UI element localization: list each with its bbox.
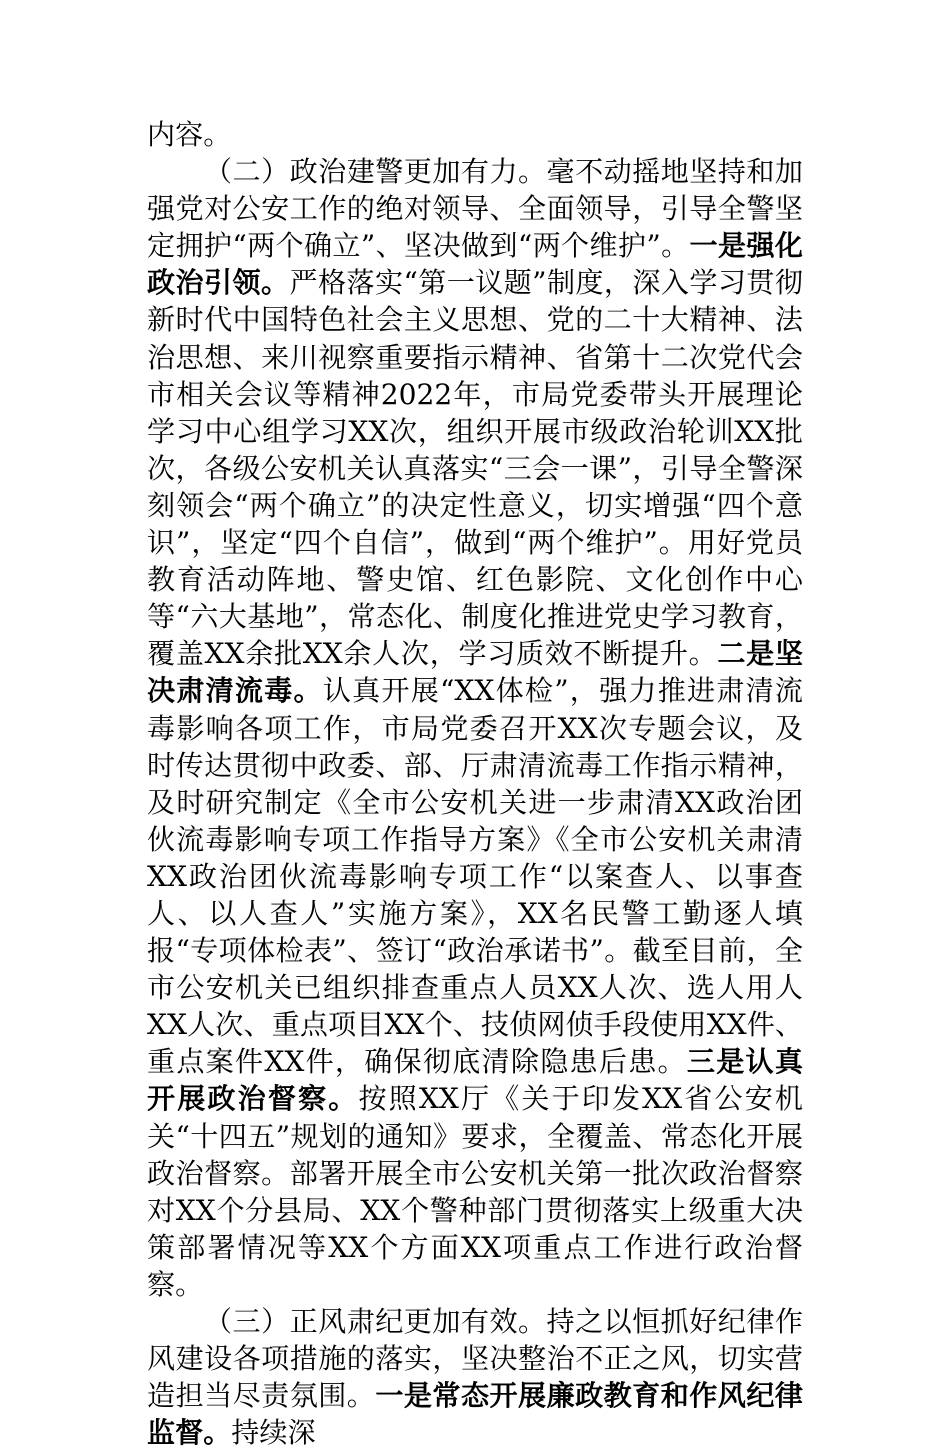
- paragraph-text: 持之以恒抓好纪律作风建设各项措施的落实，坚决整治不正之风，切实营造担当尽责氛围。: [147, 1305, 803, 1413]
- paragraph-2-political-police-building: [147, 153, 803, 1303]
- paragraph-text: 按照XX厅《关于印发XX省公安机关“十四五”规划的通知》要求，全覆盖、常态化开展政治督察。部署开展全市公安机关第一批次政治督察对XX个分县局、XX个警种部门贯彻落实上级重大决策部署情况等XX个方面XX项重点工作进行政治督察。: [147, 1082, 803, 1301]
- paragraph-text: 认真开展“XX体检”，强力推进肃清流毒影响各项工作，市局党委召开XX次专题会议，及时传达贯彻中政委、部、厅肃清流毒工作指示精神，及时研究制定《全市公安机关进一步肃清XX政治团伙流毒影响专项工作指导方案》《全市公安机关肃清XX政治团伙流毒影响专项工作“以案查人、以事查人、以人查人”实施方案》，XX名民警工勤逐人填报“专项体检表”、签订“政治承诺书”。截至目前，全市公安机关已组织排查重点人员XX人次、选人用人XX人次、重点项目XX个、技侦网侦手段使用XX件、重点案件XX件，确保彻底清除隐患后患。: [147, 674, 803, 1079]
- document-body: [147, 116, 803, 1451]
- bold-point-1: 一是常态开展廉政教育和作风纪律监督。: [147, 1379, 803, 1450]
- paragraph-3-discipline: [147, 1303, 803, 1451]
- bold-point-2: 二是坚决肃清流毒。: [147, 637, 803, 708]
- bold-point-3: 三是认真开展政治督察。: [147, 1045, 803, 1116]
- paragraph-text: 持续深: [231, 1416, 316, 1450]
- paragraph-1: [147, 116, 803, 153]
- paragraph-text: 严格落实“第一议题”制度，深入学习贯彻新时代中国特色社会主义思想、党的二十大精神、法治思想、来川视察重要指示精神、省第十二次党代会市相关会议等精神2022年，市局党委带头开展理论学习中心组学习XX次，组织开展市级政治轮训XX批次，各级公安机关认真落实“三会一课”，引导全警深刻领会“两个确立”的决定性意义，切实增强“四个意识”，坚定“四个自信”，做到“两个维护”。用好党员教育活动阵地、警史馆、红色影院、文化创作中心等“六大基地”，常态化、制度化推进党史学习教育，覆盖XX余批XX余人次，学习质效不断提升。: [147, 266, 803, 671]
- paragraph-text: 内容。: [147, 118, 232, 151]
- paragraph-text: 毫不动摇地坚持和加强党对公安工作的绝对领导、全面领导，引导全警坚定拥护“两个确立”、坚决做到“两个维护”。: [147, 155, 803, 263]
- section-heading: （二）政治建警更加有力。: [204, 155, 547, 189]
- bold-point-1: 一是强化政治引领。: [147, 229, 803, 300]
- section-heading: （三）正风肃纪更加有效。: [204, 1305, 547, 1338]
